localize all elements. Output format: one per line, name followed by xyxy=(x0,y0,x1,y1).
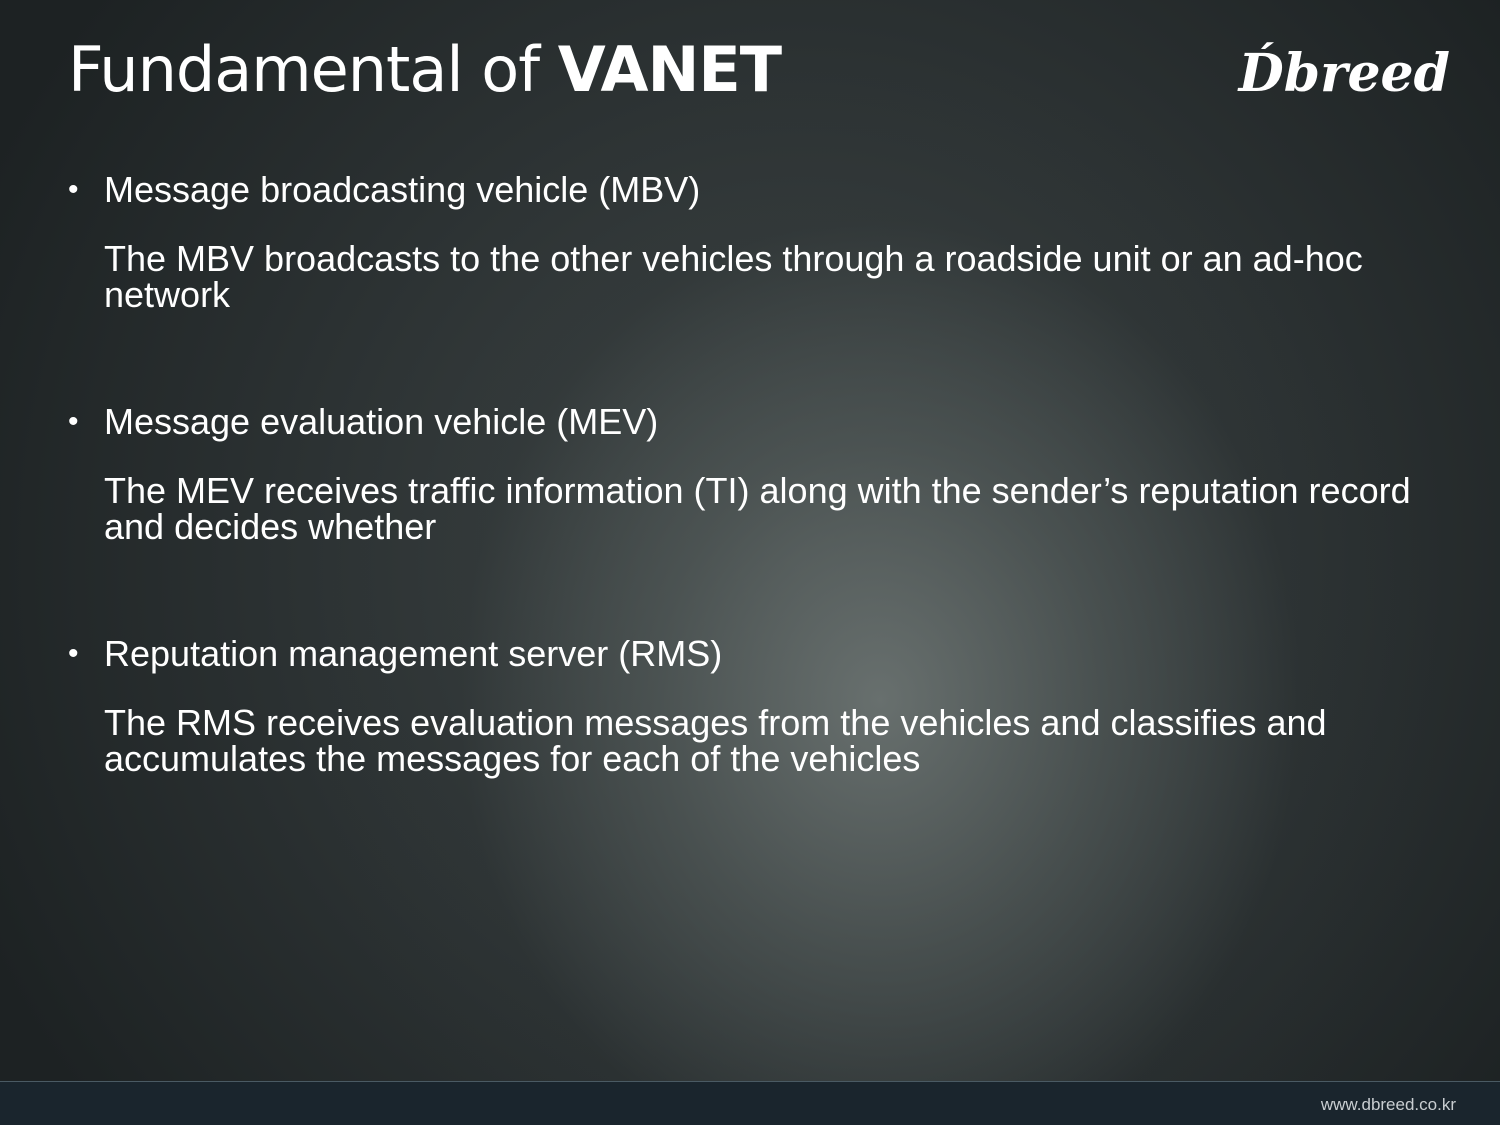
bullet-heading-line xyxy=(68,400,1438,444)
title-bold: VANET xyxy=(557,33,782,106)
item-description: The MEV receives traffic information (TI) along with the sender’s reputation record and decides whether xyxy=(104,470,1411,547)
bullet-dot-icon: • xyxy=(68,637,79,670)
item-heading: Message broadcasting vehicle (MBV) xyxy=(104,169,701,210)
item-heading: Reputation management server (RMS) xyxy=(104,633,723,674)
bullet-dot-icon: • xyxy=(68,173,79,206)
item-description: The MBV broadcasts to the other vehicles through a roadside unit or an ad-hoc network xyxy=(104,238,1363,315)
list-item-rms xyxy=(68,632,1438,777)
list-item-mev xyxy=(68,400,1438,545)
brand-logo: D́breed xyxy=(1238,43,1450,104)
item-description: The RMS receives evaluation messages from the vehicles and classifies and accumulates the messages for each of the vehicles xyxy=(104,702,1327,779)
footer-url: www.dbreed.co.kr xyxy=(1320,1095,1456,1114)
bullet-heading-line xyxy=(68,168,1438,212)
item-heading: Message evaluation vehicle (MEV) xyxy=(104,401,659,442)
slide-title xyxy=(68,30,781,110)
bullet-list xyxy=(68,168,1438,777)
title-regular: Fundamental of xyxy=(68,33,558,106)
footer-bar xyxy=(0,1081,1500,1125)
bullet-dot-icon: • xyxy=(68,405,79,438)
bullet-heading-line xyxy=(68,632,1438,676)
list-item-mbv xyxy=(68,168,1438,313)
